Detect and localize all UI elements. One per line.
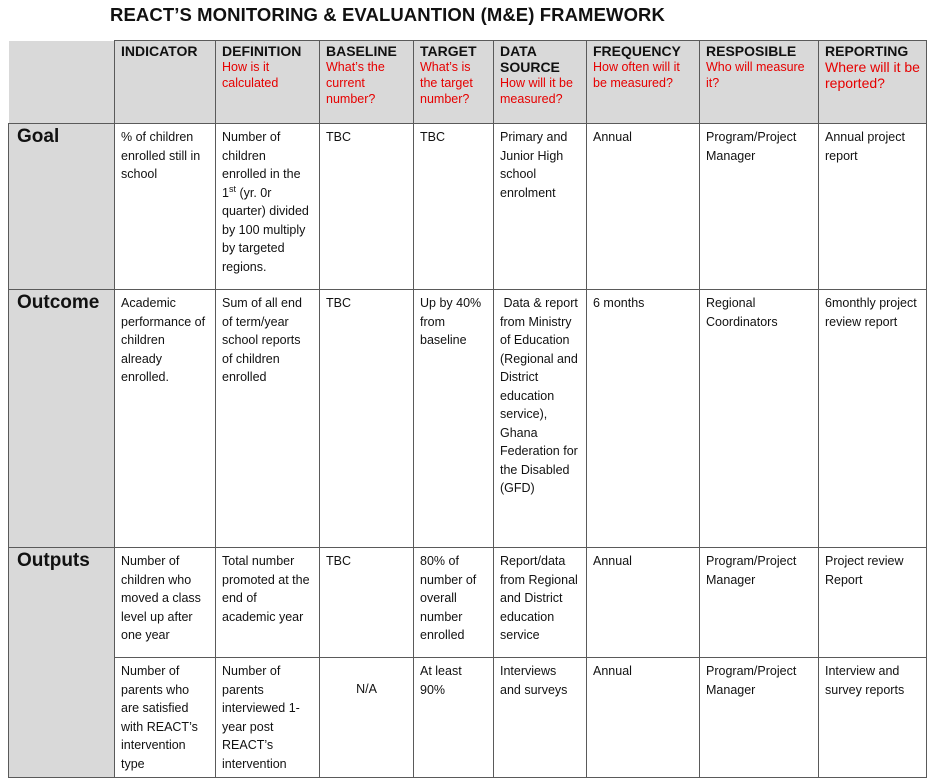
corner-cell [9, 41, 115, 124]
reporting-cell: Project review Report [819, 548, 927, 658]
header-frequency [587, 41, 700, 124]
responsible-cell: Regional Coordinators [700, 290, 819, 548]
definition-superscript: st [228, 183, 236, 194]
definition-cell: Sum of all end of term/year school reports of children enrolled [216, 290, 320, 548]
baseline-cell: N/A [320, 658, 414, 778]
goal-row [9, 124, 927, 290]
header-name: BASELINE [326, 43, 397, 59]
target-cell: 80% of number of overall number enrolled [414, 548, 494, 658]
baseline-cell: TBC [320, 548, 414, 658]
header-indicator [115, 41, 216, 124]
header-data-source [494, 41, 587, 124]
definition-text: Number of children enrolled in the 1 [222, 130, 301, 200]
header-definition [216, 41, 320, 124]
header-responsible [700, 41, 819, 124]
header-name: REPORTING [825, 43, 909, 59]
page-title: REACT’S MONITORING & EVALUANTION (M&E) FRAMEWORK [110, 4, 665, 25]
baseline-cell: TBC [320, 290, 414, 548]
header-name: DATA SOURCE [500, 43, 560, 75]
header-subtitle: Who will measure it? [706, 60, 805, 90]
data-source-cell: Primary and Junior High school enrolment [494, 124, 587, 290]
header-subtitle: How often will it be measured? [593, 60, 680, 90]
reporting-cell: 6monthly project review report [819, 290, 927, 548]
data-source-cell: Interviews and surveys [494, 658, 587, 778]
definition-cell: Number of parents interviewed 1-year post REACT’s intervention [216, 658, 320, 778]
data-source-cell: Report/data from Regional and District education service [494, 548, 587, 658]
responsible-cell: Program/Project Manager [700, 658, 819, 778]
header-target [414, 41, 494, 124]
baseline-cell: TBC [320, 124, 414, 290]
target-cell: TBC [414, 124, 494, 290]
indicator-cell: Number of parents who are satisfied with REACT’s intervention type [115, 658, 216, 778]
me-framework-table [8, 40, 927, 778]
header-name: FREQUENCY [593, 43, 681, 59]
indicator-cell: % of children enrolled still in school [115, 124, 216, 290]
header-subtitle: What’s the current number? [326, 60, 385, 106]
header-name: RESPOSIBLE [706, 43, 797, 59]
target-cell: At least 90% [414, 658, 494, 778]
frequency-cell: Annual [587, 124, 700, 290]
outputs-row-2 [9, 658, 927, 778]
header-reporting [819, 41, 927, 124]
header-subtitle: Where will it be reported? [825, 59, 920, 91]
definition-cell: Total number promoted at the end of academic year [216, 548, 320, 658]
row-label-outputs: Outputs [9, 548, 115, 778]
row-label-outcome: Outcome [9, 290, 115, 548]
header-baseline [320, 41, 414, 124]
responsible-cell: Program/Project Manager [700, 548, 819, 658]
header-subtitle: How will it be measured? [500, 76, 573, 106]
reporting-cell: Annual project report [819, 124, 927, 290]
data-source-cell: Data & report from Ministry of Education (Regional and District education service), Ghana Federation for the Disabled (GFD) [494, 290, 587, 548]
indicator-cell: Number of children who moved a class level up after one year [115, 548, 216, 658]
header-name: TARGET [420, 43, 477, 59]
responsible-cell: Program/Project Manager [700, 124, 819, 290]
target-cell: Up by 40% from baseline [414, 290, 494, 548]
header-subtitle: What’s is the target number? [420, 60, 473, 106]
frequency-cell: Annual [587, 658, 700, 778]
outputs-row-1 [9, 548, 927, 658]
definition-cell [216, 124, 320, 290]
header-row [9, 41, 927, 124]
reporting-cell: Interview and survey reports [819, 658, 927, 778]
header-name: DEFINITION [222, 43, 302, 59]
row-label-goal: Goal [9, 124, 115, 290]
indicator-cell: Academic performance of children already enrolled. [115, 290, 216, 548]
definition-text: (yr. 0r quarter) divided by 100 multiply by targeted regions. [222, 185, 309, 274]
header-subtitle: How is it calculated [222, 60, 279, 90]
outcome-row [9, 290, 927, 548]
frequency-cell: Annual [587, 548, 700, 658]
header-name: INDICATOR [121, 43, 198, 59]
frequency-cell: 6 months [587, 290, 700, 548]
